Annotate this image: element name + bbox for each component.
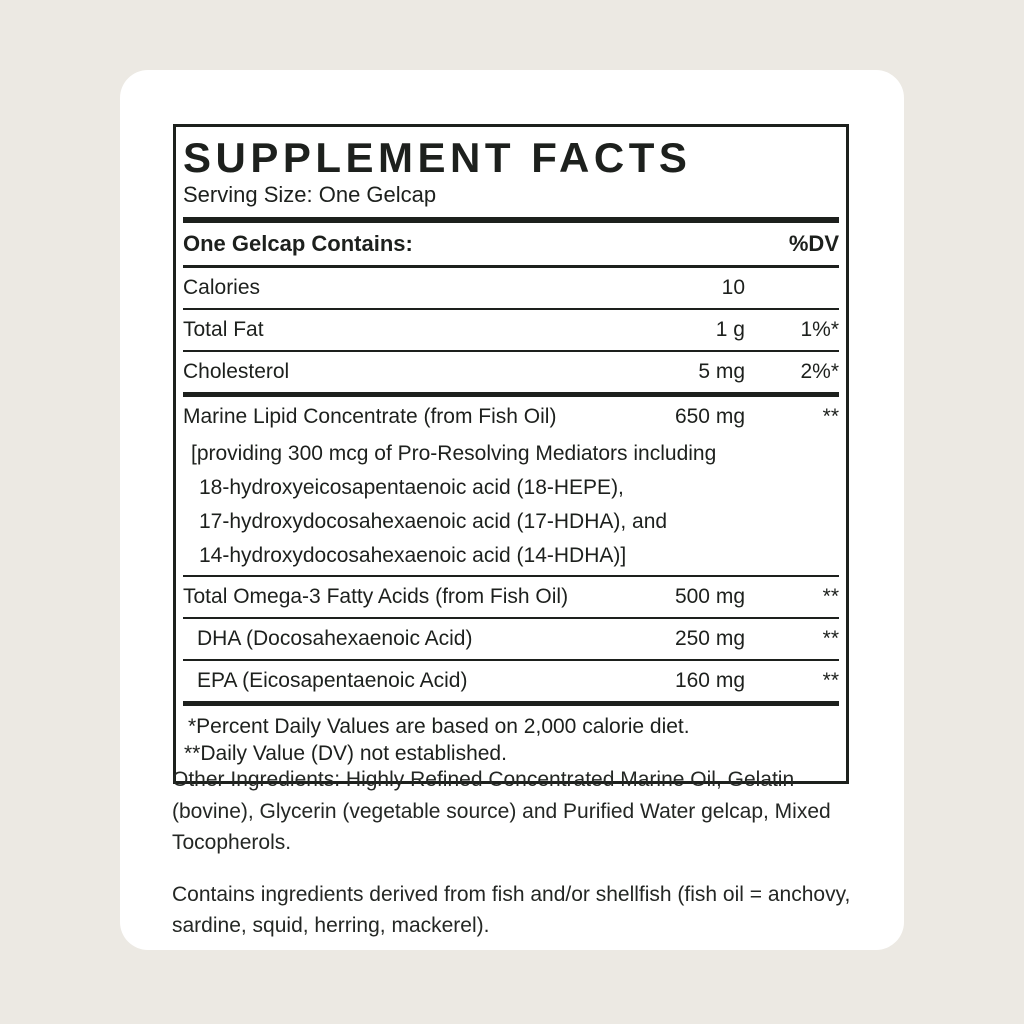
nutrient-amount: 10	[721, 276, 745, 299]
footnote-percent-dv: *Percent Daily Values are based on 2,000 calorie diet.	[188, 715, 690, 738]
allergen-notice-text: Contains ingredients derived from fish and/or shellfish (fish oil = anchovy, sardine, squid, herring, mackerel).	[172, 882, 851, 937]
nutrient-amount: 160 mg	[674, 669, 745, 692]
serving-size: Serving Size: One Gelcap	[183, 182, 437, 207]
nutrient-detail: 14-hydroxydocosahexaenoic acid (14-HDHA)]	[199, 544, 627, 567]
nutrient-amount: 1 g	[715, 318, 745, 341]
nutrient-amount: 250 mg	[674, 627, 745, 650]
table-row	[183, 310, 839, 350]
nutrient-name: Total Fat	[183, 318, 264, 341]
nutrient-name: Cholesterol	[183, 360, 290, 383]
nutrient-detail: [providing 300 mcg of Pro-Resolving Mediators including	[191, 442, 717, 465]
nutrient-name: Marine Lipid Concentrate (from Fish Oil)	[183, 405, 557, 428]
label-paragraphs	[172, 764, 856, 962]
nutrient-name: Total Omega-3 Fatty Acids (from Fish Oil)	[183, 585, 569, 608]
panel-title: SUPPLEMENT FACTS	[183, 134, 692, 181]
column-header-right: %DV	[788, 231, 839, 256]
nutrient-amount: 650 mg	[674, 405, 745, 428]
nutrient-dv: **	[822, 627, 839, 650]
nutrient-name: EPA (Eicosapentaenoic Acid)	[197, 669, 468, 692]
supplement-facts-panel	[173, 124, 849, 784]
nutrient-amount: 5 mg	[698, 360, 745, 383]
nutrient-detail: 17-hydroxydocosahexaenoic acid (17-HDHA), and	[199, 510, 668, 533]
nutrient-name: Calories	[183, 276, 261, 299]
table-row	[183, 268, 839, 308]
nutrient-dv: 2%*	[800, 360, 839, 383]
table-row	[183, 397, 839, 575]
table-row	[183, 577, 839, 617]
table-row	[183, 661, 839, 701]
nutrient-dv: 1%*	[800, 318, 839, 341]
other-ingredients-text: Other Ingredients: Highly Refined Concentrated Marine Oil, Gelatin (bovine), Glycerin (vegetable source) and Purified Water gelcap, Mixed Tocopherols.	[172, 768, 831, 854]
table-row	[183, 619, 839, 659]
nutrient-detail: 18-hydroxyeicosapentaenoic acid (18-HEPE),	[199, 476, 624, 499]
nutrient-dv: **	[822, 669, 839, 692]
nutrient-dv: **	[822, 405, 839, 428]
footnotes	[183, 706, 839, 771]
column-header-left: One Gelcap Contains:	[183, 231, 413, 256]
nutrient-amount: 500 mg	[674, 585, 745, 608]
label-card	[120, 70, 904, 950]
footnote-dv-not-established: **Daily Value (DV) not established.	[184, 742, 507, 765]
table-row	[183, 352, 839, 392]
nutrient-name: DHA (Docosahexaenoic Acid)	[197, 627, 473, 650]
column-header-row	[183, 223, 839, 265]
nutrient-dv: **	[822, 585, 839, 608]
